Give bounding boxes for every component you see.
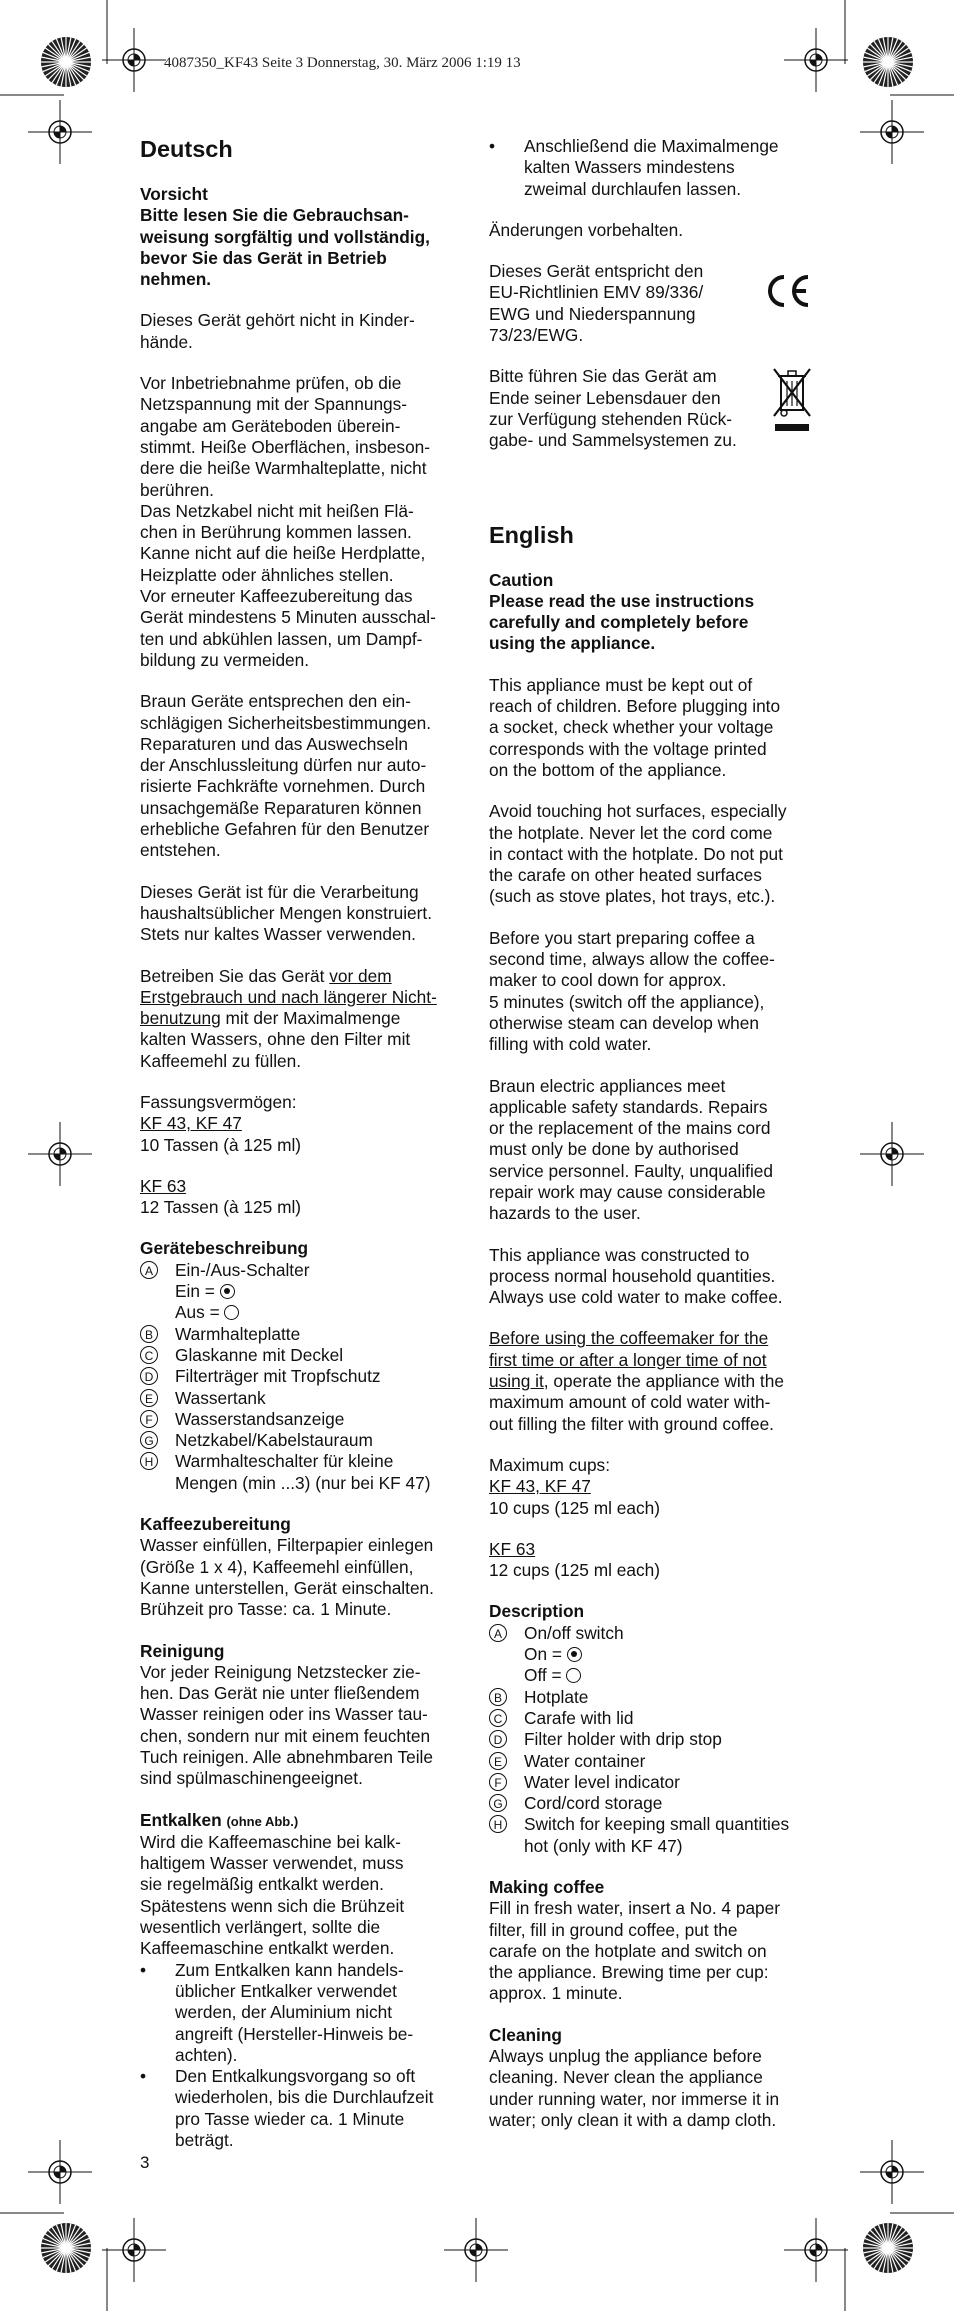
letter-e-circle-icon: E: [489, 1752, 507, 1770]
part-e-label-en: Water container: [524, 1750, 646, 1771]
off-symbol-icon: [224, 1305, 239, 1320]
brewing-text-en: Fill in fresh water, insert a No. 4 paper filter, fill in ground coffee, put the carafe on the hotplate and switch on the appliance. Brewing time per cup: approx. 1 minute.: [489, 1898, 781, 2004]
part-a-label-en: On/off switch: [524, 1622, 624, 1643]
caution-text-en: Please read the use instructions carefully and completely before using the appliance.: [489, 590, 755, 654]
brewing-title-de: Kaffeezubereitung: [140, 1514, 291, 1535]
letter-a-circle-icon: A: [140, 1261, 158, 1279]
on-symbol-icon: [567, 1647, 582, 1662]
cleaning-text-en: Always unplug the appliance before cleaning. Never clean the appliance under running water, nor immerse it in water; only clean it with a damp cloth.: [489, 2046, 780, 2130]
list-item: [489, 1814, 819, 1857]
paragraph-first-use-de: [140, 966, 472, 1072]
descaling-step-1-de: Zum Entkalken kann handels- üblicher Entkalker verwendet werden, der Aluminium nicht angreift (Hersteller-Hinweis be- achten).: [175, 1959, 414, 2065]
caution-title-de: Vorsicht: [140, 184, 208, 204]
part-f-label-en: Water level indicator: [524, 1771, 680, 1792]
cleaning-title-en: Cleaning: [489, 2024, 562, 2045]
first-use-underlined-en: Before using the coffeemaker for the first time or after a longer time of not using it: [489, 1328, 769, 1392]
list-item: [140, 2066, 472, 2151]
list-item: [489, 1793, 819, 1814]
part-f-label-de: Wasserstandsanzeige: [175, 1408, 345, 1429]
parts-list-en: [489, 1623, 819, 1857]
part-c-label-de: Glaskanne mit Deckel: [175, 1344, 344, 1365]
letter-b-circle-icon: B: [489, 1688, 507, 1706]
letter-g-circle-icon: G: [489, 1794, 507, 1812]
brewing-text-de: Wasser einfüllen, Filterpapier einlegen (Größe 1 x 4), Kaffeemehl einfüllen, Kanne unterstellen, Gerät einschalten. Brühzeit pro Tasse: ca. 1 Minute.: [140, 1535, 434, 1620]
first-use-start-de: Betreiben Sie das Gerät: [140, 965, 330, 986]
cleaning-title-de: Reinigung: [140, 1640, 225, 1661]
part-b-label-de: Warmhalteplatte: [175, 1323, 301, 1344]
column-right: [489, 136, 819, 2151]
list-item: [140, 1960, 472, 2066]
part-h-label-de: Warmhalteschalter für kleine Mengen (min ...3) (nur bei KF 47): [175, 1451, 431, 1493]
capacity-model2-cups-en: 12 cups (125 ml each): [489, 1560, 660, 1581]
list-item: [489, 1729, 819, 1750]
part-e-label-de: Wassertank: [175, 1387, 266, 1408]
list-item: [489, 136, 819, 200]
part-d-label-de: Filterträger mit Tropfschutz: [175, 1366, 381, 1387]
letter-f-circle-icon: F: [489, 1773, 507, 1791]
list-item: [140, 1345, 472, 1366]
section-title-english: English: [489, 521, 574, 548]
letter-f-circle-icon: F: [140, 1410, 158, 1428]
letter-h-circle-icon: H: [489, 1815, 507, 1833]
switch-on-label-en: On =: [524, 1644, 567, 1665]
section-title-deutsch: Deutsch: [140, 136, 233, 162]
part-c-label-en: Carafe with lid: [524, 1707, 634, 1728]
descaling-steps-continued-de: [489, 136, 819, 200]
list-item: [140, 1388, 472, 1409]
letter-d-circle-icon: D: [489, 1730, 507, 1748]
off-symbol-icon: [566, 1668, 581, 1683]
description-title-de: Gerätebeschreibung: [140, 1238, 309, 1259]
part-d-label-en: Filter holder with drip stop: [524, 1729, 722, 1750]
parts-list-de: [140, 1260, 472, 1494]
switch-on-label-de: Ein =: [175, 1281, 220, 1302]
paragraph-first-use-en: [489, 1328, 819, 1434]
cleaning-text-de: Vor jeder Reinigung Netzstecker zie- hen. Das Gerät nie unter fließendem Wasser reinigen oder ins Wasser tau- chen, sondern nur mit einem feuchten Tuch reinigen. Alle abnehmbaren Teile sind spülmaschinengeeignet.: [140, 1661, 434, 1789]
descaling-title-text-de: Entkalken: [140, 1809, 222, 1830]
list-item: [489, 1687, 819, 1708]
capacity-model1-de: KF 43, KF 47: [140, 1113, 242, 1134]
descaling-note-de: (ohne Abb.): [226, 1813, 299, 1829]
letter-h-circle-icon: H: [140, 1452, 158, 1470]
part-b-label-en: Hotplate: [524, 1686, 589, 1707]
changes-reserved-de: Änderungen vorbehalten.: [489, 219, 684, 240]
description-title-en: Description: [489, 1601, 585, 1622]
paragraph-household-en: This appliance was constructed to process normal household quantities. Always use cold water to make coffee.: [489, 1244, 783, 1308]
capacity-model2-de: KF 63: [140, 1175, 187, 1196]
ce-conformity-text-de: Dieses Gerät entspricht den EU-Richtlinien EMV 89/336/ EWG und Niederspannung 73/23/EWG.: [489, 261, 704, 346]
paragraph-cooldown-en: Before you start preparing coffee a second time, always allow the coffee- maker to cool down for approx. 5 minutes (switch off the appliance), otherwise steam can develop when filling with cold water.: [489, 927, 775, 1055]
brewing-title-en: Making coffee: [489, 1877, 605, 1897]
bullet-icon: •: [140, 2066, 147, 2087]
paragraph-safety-en: Braun electric appliances meet applicable safety standards. Repairs or the replacement of the mains cord must only be done by authorised service personnel. Faulty, unqualified repair work may cause considerable hazards to the user.: [489, 1075, 774, 1224]
weee-disposal-text-de: Bitte führen Sie das Gerät am Ende seiner Lebensdauer den zur Verfügung stehenden Rück- gabe- und Sammelsystemen zu.: [489, 366, 737, 451]
capacity-model2-cups-de: 12 Tassen (à 125 ml): [140, 1197, 302, 1218]
paragraph-children-en: This appliance must be kept out of reach of children. Before plugging into a socket, check whether your voltage corresponds with the voltage printed on the bottom of the appliance.: [489, 674, 781, 780]
print-slug-line: 4087350_KF43 Seite 3 Donnerstag, 30. März 2006 1:19 13: [164, 55, 521, 71]
part-g-label-de: Netzkabel/Kabelstauraum: [175, 1430, 373, 1451]
first-use-underlined-de: vor dem Erstgebrauch und nach längerer Nicht- benutzung: [140, 965, 437, 1029]
list-item: [140, 1260, 472, 1324]
list-item: [489, 1772, 819, 1793]
list-item: [489, 1623, 819, 1687]
caution-title-en: Caution: [489, 569, 554, 590]
capacity-model1-cups-de: 10 Tassen (à 125 ml): [140, 1134, 302, 1155]
capacity-model2-en: KF 63: [489, 1538, 536, 1559]
list-item: [489, 1751, 819, 1772]
list-item: [140, 1366, 472, 1387]
capacity-model1-en: KF 43, KF 47: [489, 1476, 591, 1497]
paragraph-voltage-de: Vor Inbetriebnahme prüfen, ob die Netzspannung mit der Spannungs- angabe am Geräteboden überein- stimmt. Heiße Oberflächen, insbeson- dere die heiße Warmhalteplatte, nicht berühren. Das Netzkabel nicht mit heißen Flä- chen in Berührung kommen lassen. Kanne nicht auf die heiße Herdplatte, Heizplatte oder ähnliches stellen. Vor erneuter Kaffeezubereitung das Gerät mindestens 5 Minuten ausschal- ten und abkühlen lassen, um Dampf- bildung zu vermeiden.: [140, 373, 436, 670]
crossed-bin-icon: [771, 366, 813, 434]
letter-c-circle-icon: C: [489, 1709, 507, 1727]
paragraph-children-de: Dieses Gerät gehört nicht in Kinder- hände.: [140, 310, 415, 352]
list-item: [140, 1451, 472, 1494]
first-use-end-de: mit der Maximalmenge kalten Wassers, ohne den Filter mit Kaffeemehl zu füllen.: [140, 1008, 411, 1071]
bullet-icon: •: [140, 1959, 147, 1980]
part-h-label-en: Switch for keeping small quantities hot (only with KF 47): [524, 1814, 790, 1856]
descaling-step-2-de: Den Entkalkungsvorgang so oft wiederholen, bis die Durchlaufzeit pro Tasse wieder ca. 1 Minute beträgt.: [175, 2066, 434, 2151]
capacity-label-de: Fassungsvermögen:: [140, 1091, 297, 1112]
page-number: 3: [140, 2153, 150, 2172]
letter-a-circle-icon: A: [489, 1624, 507, 1642]
letter-d-circle-icon: D: [140, 1367, 158, 1385]
switch-off-label-de: Aus =: [175, 1302, 225, 1323]
on-symbol-icon: [220, 1284, 235, 1299]
letter-c-circle-icon: C: [140, 1346, 158, 1364]
list-item: [140, 1324, 472, 1345]
weee-disposal-block: [489, 366, 819, 451]
letter-e-circle-icon: E: [140, 1389, 158, 1407]
letter-g-circle-icon: G: [140, 1431, 158, 1449]
descaling-step-3-de: Anschließend die Maximalmenge kalten Wassers mindestens zweimal durchlaufen lassen.: [524, 136, 779, 199]
descaling-text-de: Wird die Kaffeemaschine bei kalk- haltigem Wasser verwendet, muss sie regelmäßig entkalkt werden. Spätestens wenn sich die Brühzeit wesentlich verlängert, sollte die Kaffeemaschine entkalkt werden.: [140, 1831, 405, 1959]
letter-b-circle-icon: B: [140, 1325, 158, 1343]
descaling-steps-de: [140, 1960, 472, 2152]
descaling-title-de: [140, 1810, 472, 1832]
column-deutsch: [140, 136, 472, 2171]
ce-mark-icon: [763, 271, 813, 311]
part-g-label-en: Cord/cord storage: [524, 1793, 663, 1814]
paragraph-hot-surfaces-en: Avoid touching hot surfaces, especially the hotplate. Never let the cord come in contact with the hotplate. Do not put the carafe on other heated surfaces (such as stove plates, hot trays, etc.).: [489, 801, 787, 907]
caution-text-de: Bitte lesen Sie die Gebrauchsan- weisung sorgfältig und vollständig, bevor Sie das Gerät in Betrieb nehmen.: [140, 205, 430, 290]
list-item: [489, 1708, 819, 1729]
capacity-label-en: Maximum cups:: [489, 1454, 610, 1475]
first-use-end-en: , operate the appliance with the maximum amount of cold water with- out filling the filter with ground coffee.: [489, 1371, 784, 1434]
list-item: [140, 1409, 472, 1430]
ce-conformity-block: [489, 261, 819, 346]
list-item: [140, 1430, 472, 1451]
capacity-model1-cups-en: 10 cups (125 ml each): [489, 1497, 660, 1518]
paragraph-household-de: Dieses Gerät ist für die Verarbeitung haushaltsüblicher Mengen konstruiert. Stets nur kaltes Wasser verwenden.: [140, 881, 433, 945]
bullet-icon: •: [489, 136, 496, 156]
part-a-label-de: Ein-/Aus-Schalter: [175, 1259, 310, 1280]
switch-off-label-en: Off =: [524, 1665, 567, 1686]
paragraph-safety-de: Braun Geräte entsprechen den ein- schlägigen Sicherheitsbestimmungen. Reparaturen und das Auswechseln der Anschlussleitung dürfen nur auto- risierte Fachkräfte vornehmen. Durch unsachgemäße Reparaturen können erhebliche Gefahren für den Benutzer entstehen.: [140, 691, 432, 861]
